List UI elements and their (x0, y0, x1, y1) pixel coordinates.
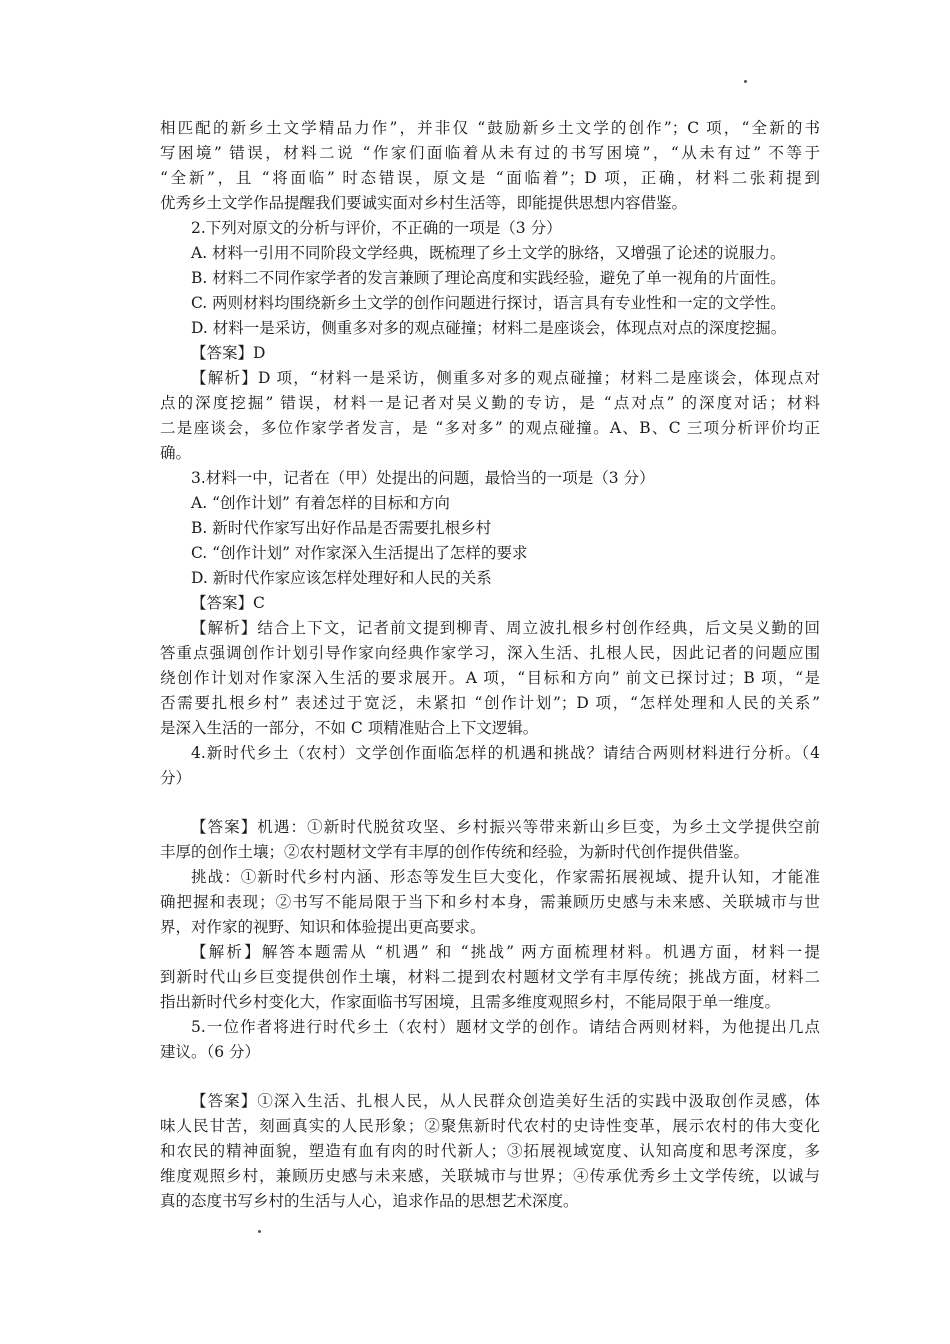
question-4-analysis: 【解析】解答本题需从 “机遇” 和 “挑战” 两方面梳理材料。机遇方面，材料一提 (191, 943, 820, 961)
question-3-analysis: 是深入生活的一部分，不如 C 项精准贴合上下文逻辑。 (160, 719, 539, 737)
scan-dot-bottom (258, 1230, 261, 1233)
question-2-answer: 【答案】D (191, 344, 266, 362)
text-line: “全新”，且 “将面临” 时态错误，原文是 “面临着”；D 项，正确，材料二张莉提到 (160, 169, 820, 187)
question-4-answer: 【答案】机遇：①新时代脱贫攻坚、乡村振兴等带来新山乡巨变，为乡土文学提供空前 (191, 818, 820, 836)
question-2-analysis: 二是座谈会，多位作家学者发言，是 “多对多” 的观点碰撞。A、B、C 三项分析评价均正 (160, 419, 820, 437)
question-5-stem: 5.一位作者将进行时代乡土（农村）题材文学的创作。请结合两则材料，为他提出几点 (191, 1018, 820, 1036)
scan-dot-top (744, 80, 747, 83)
question-3-option-b: B. 新时代作家写出好作品是否需要扎根乡村 (191, 519, 492, 537)
question-5-answer: 和农民的精神面貌，塑造有血有肉的时代新人；③拓展视域宽度、认知高度和思考深度，多 (160, 1142, 820, 1160)
question-3-analysis: 【解析】结合上下文，记者前文提到柳青、周立波扎根乡村创作经典，后文吴义勤的回 (191, 619, 820, 637)
question-2-option-a: A. 材料一引用不同阶段文学经典，既梳理了乡土文学的脉络，又增强了论述的说服力。 (191, 244, 786, 262)
question-3-analysis: 绕创作计划对作家深入生活的要求展开。A 项，“目标和方向” 前文已探讨过；B 项，“是 (160, 669, 820, 687)
question-3-option-c: C. “创作计划” 对作家深入生活提出了怎样的要求 (191, 544, 528, 562)
question-3-option-a: A. “创作计划” 有着怎样的目标和方向 (191, 494, 450, 512)
question-5-answer: 真的态度书写乡村的生活与人心，追求作品的思想艺术深度。 (160, 1192, 579, 1210)
question-4-analysis: 到新时代山乡巨变提供创作土壤，材料二提到农村题材文学有丰厚传统；挑战方面，材料二 (160, 968, 820, 986)
question-5-stem: 建议。（6 分） (160, 1043, 261, 1061)
text-line: 写困境” 错误，材料二说 “作家们面临着从未有过的书写困境”，“从未有过” 不等于 (160, 144, 820, 162)
question-4-challenge: 挑战：①新时代乡村内涵、形态等发生巨大变化，作家需拓展视域、提升认知，才能准 (191, 868, 820, 886)
question-5-answer: 【答案】①深入生活、扎根人民，从人民群众创造美好生活的实践中汲取创作灵感，体 (191, 1092, 820, 1110)
question-2-analysis: 【解析】D 项，“材料一是采访，侧重多对多的观点碰撞；材料二是座谈会，体现点对 (191, 369, 820, 387)
question-2-stem: 2.下列对原文的分析与评价，不正确的一项是（3 分） (191, 219, 562, 237)
question-5-answer: 维度观照乡村，兼顾历史感与未来感，关联城市与世界；④传承优秀乡土文学传统，以诚与 (160, 1167, 820, 1185)
question-3-analysis: 答重点强调创作计划引导作家向经典作家学习，深入生活、扎根人民，因此记者的问题应围 (160, 644, 820, 662)
question-3-answer: 【答案】C (191, 594, 265, 612)
question-4-challenge: 界，对作家的视野、知识和体验提出更高要求。 (160, 918, 486, 936)
question-2-analysis: 确。 (160, 444, 192, 462)
question-4-analysis: 指出新时代乡村变化大，作家面临书写困境，且需多维度观照乡村，不能局限于单一维度。 (160, 993, 781, 1011)
question-2-option-c: C. 两则材料均围绕新乡土文学的创作问题进行探讨，语言具有专业性和一定的文学性。 (191, 294, 786, 312)
question-4-stem: 4.新时代乡土（农村）文学创作面临怎样的机遇和挑战？请结合两则材料进行分析。（4 (191, 744, 820, 762)
question-3-option-d: D. 新时代作家应该怎样处理好和人民的关系 (191, 569, 492, 587)
text-line: 优秀乡土文学作品提醒我们要诚实面对乡村生活等，即能提供思想内容借鉴。 (160, 194, 688, 212)
question-5-answer: 味人民甘苦，刻画真实的人民形象；②聚焦新时代农村的史诗性变革，展示农村的伟大变化 (160, 1117, 820, 1135)
question-3-stem: 3.材料一中，记者在（甲）处提出的问题，最恰当的一项是（3 分） (191, 469, 655, 487)
question-4-answer: 丰厚的创作土壤；②农村题材文学有丰厚的创作传统和经验，为新时代创作提供借鉴。 (160, 843, 750, 861)
question-4-stem: 分） (160, 769, 192, 787)
question-2-option-d: D. 材料一是采访，侧重多对多的观点碰撞；材料二是座谈会，体现点对点的深度挖掘。 (191, 319, 787, 337)
question-3-analysis: 否需要扎根乡村” 表述过于宽泛，未紧扣 “创作计划”；D 项，“怎样处理和人民的关系” (160, 694, 820, 712)
question-2-option-b: B. 材料二不同作家学者的发言兼顾了理论高度和实践经验，避免了单一视角的片面性。 (191, 269, 786, 287)
question-4-challenge: 确把握和表现；②书写不能局限于当下和乡村本身，需兼顾历史感与未来感、关联城市与世 (160, 893, 820, 911)
text-line: 相匹配的新乡土文学精品力作”，并非仅 “鼓励新乡土文学的创作”；C 项，“全新的书 (160, 119, 820, 137)
question-2-analysis: 点的深度挖掘” 错误，材料一是记者对吴义勤的专访，是 “点对点” 的深度对话；材料 (160, 394, 820, 412)
